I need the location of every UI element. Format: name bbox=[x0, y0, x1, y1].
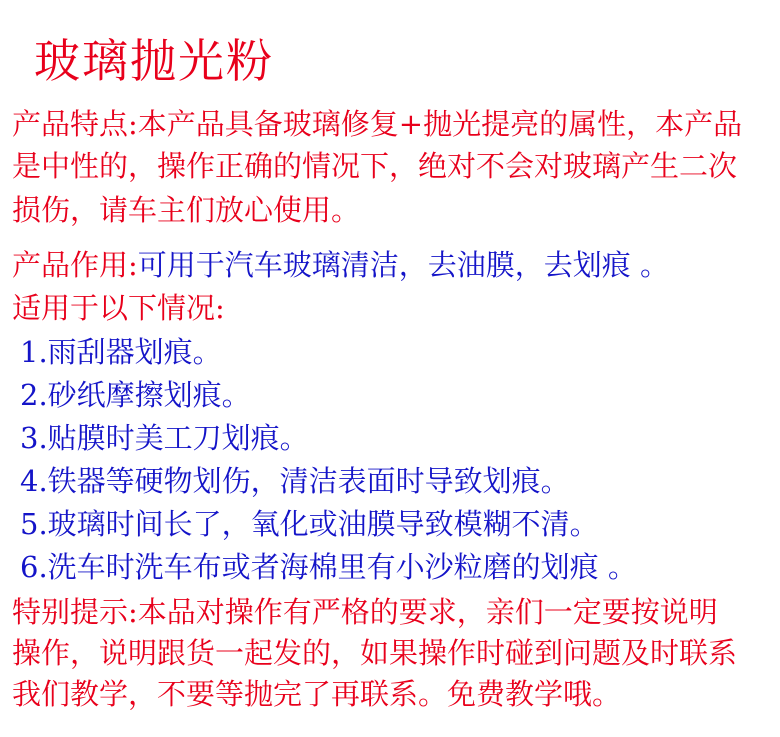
notice-line-2: 操作，说明跟货一起发的，如果操作时碰到问题及时联系 bbox=[12, 636, 738, 670]
usage-label: 产品作用: bbox=[12, 248, 138, 282]
features-text-3: 损伤，请车主们放心使用。 bbox=[12, 193, 361, 227]
situation-item-1: 1.雨刮器划痕。 bbox=[20, 335, 222, 369]
usage-text: 可用于汽车玻璃清洁，去油膜，去划痕 。 bbox=[137, 248, 670, 282]
situation-item-4: 4.铁器等硬物划伤，清洁表面时导致划痕。 bbox=[20, 464, 570, 498]
features-label: 产品特点: bbox=[12, 107, 138, 141]
notice-line-1: 特别提示:本品对操作有严格的要求，亲们一定要按说明 bbox=[12, 595, 718, 629]
page-title: 玻璃抛光粉 bbox=[34, 34, 274, 88]
situation-item-3: 3.贴膜时美工刀划痕。 bbox=[20, 421, 309, 455]
features-line-1 bbox=[12, 107, 743, 141]
situation-item-6: 6.洗车时洗车布或者海棉里有小沙粒磨的划痕 。 bbox=[20, 550, 637, 584]
situations-label: 适用于以下情况: bbox=[12, 291, 225, 325]
notice-line-3: 我们教学，不要等抛完了再联系。免费教学哦。 bbox=[12, 677, 622, 711]
usage-line bbox=[12, 248, 670, 282]
features-text-1: 本产品具备玻璃修复+抛光提亮的属性，本产品 bbox=[137, 107, 743, 141]
situation-item-5: 5.玻璃时间长了，氧化或油膜导致模糊不清。 bbox=[20, 507, 599, 541]
situation-item-2: 2.砂纸摩擦划痕。 bbox=[20, 378, 251, 412]
features-text-2: 是中性的，操作正确的情况下，绝对不会对玻璃产生二次 bbox=[12, 149, 738, 183]
